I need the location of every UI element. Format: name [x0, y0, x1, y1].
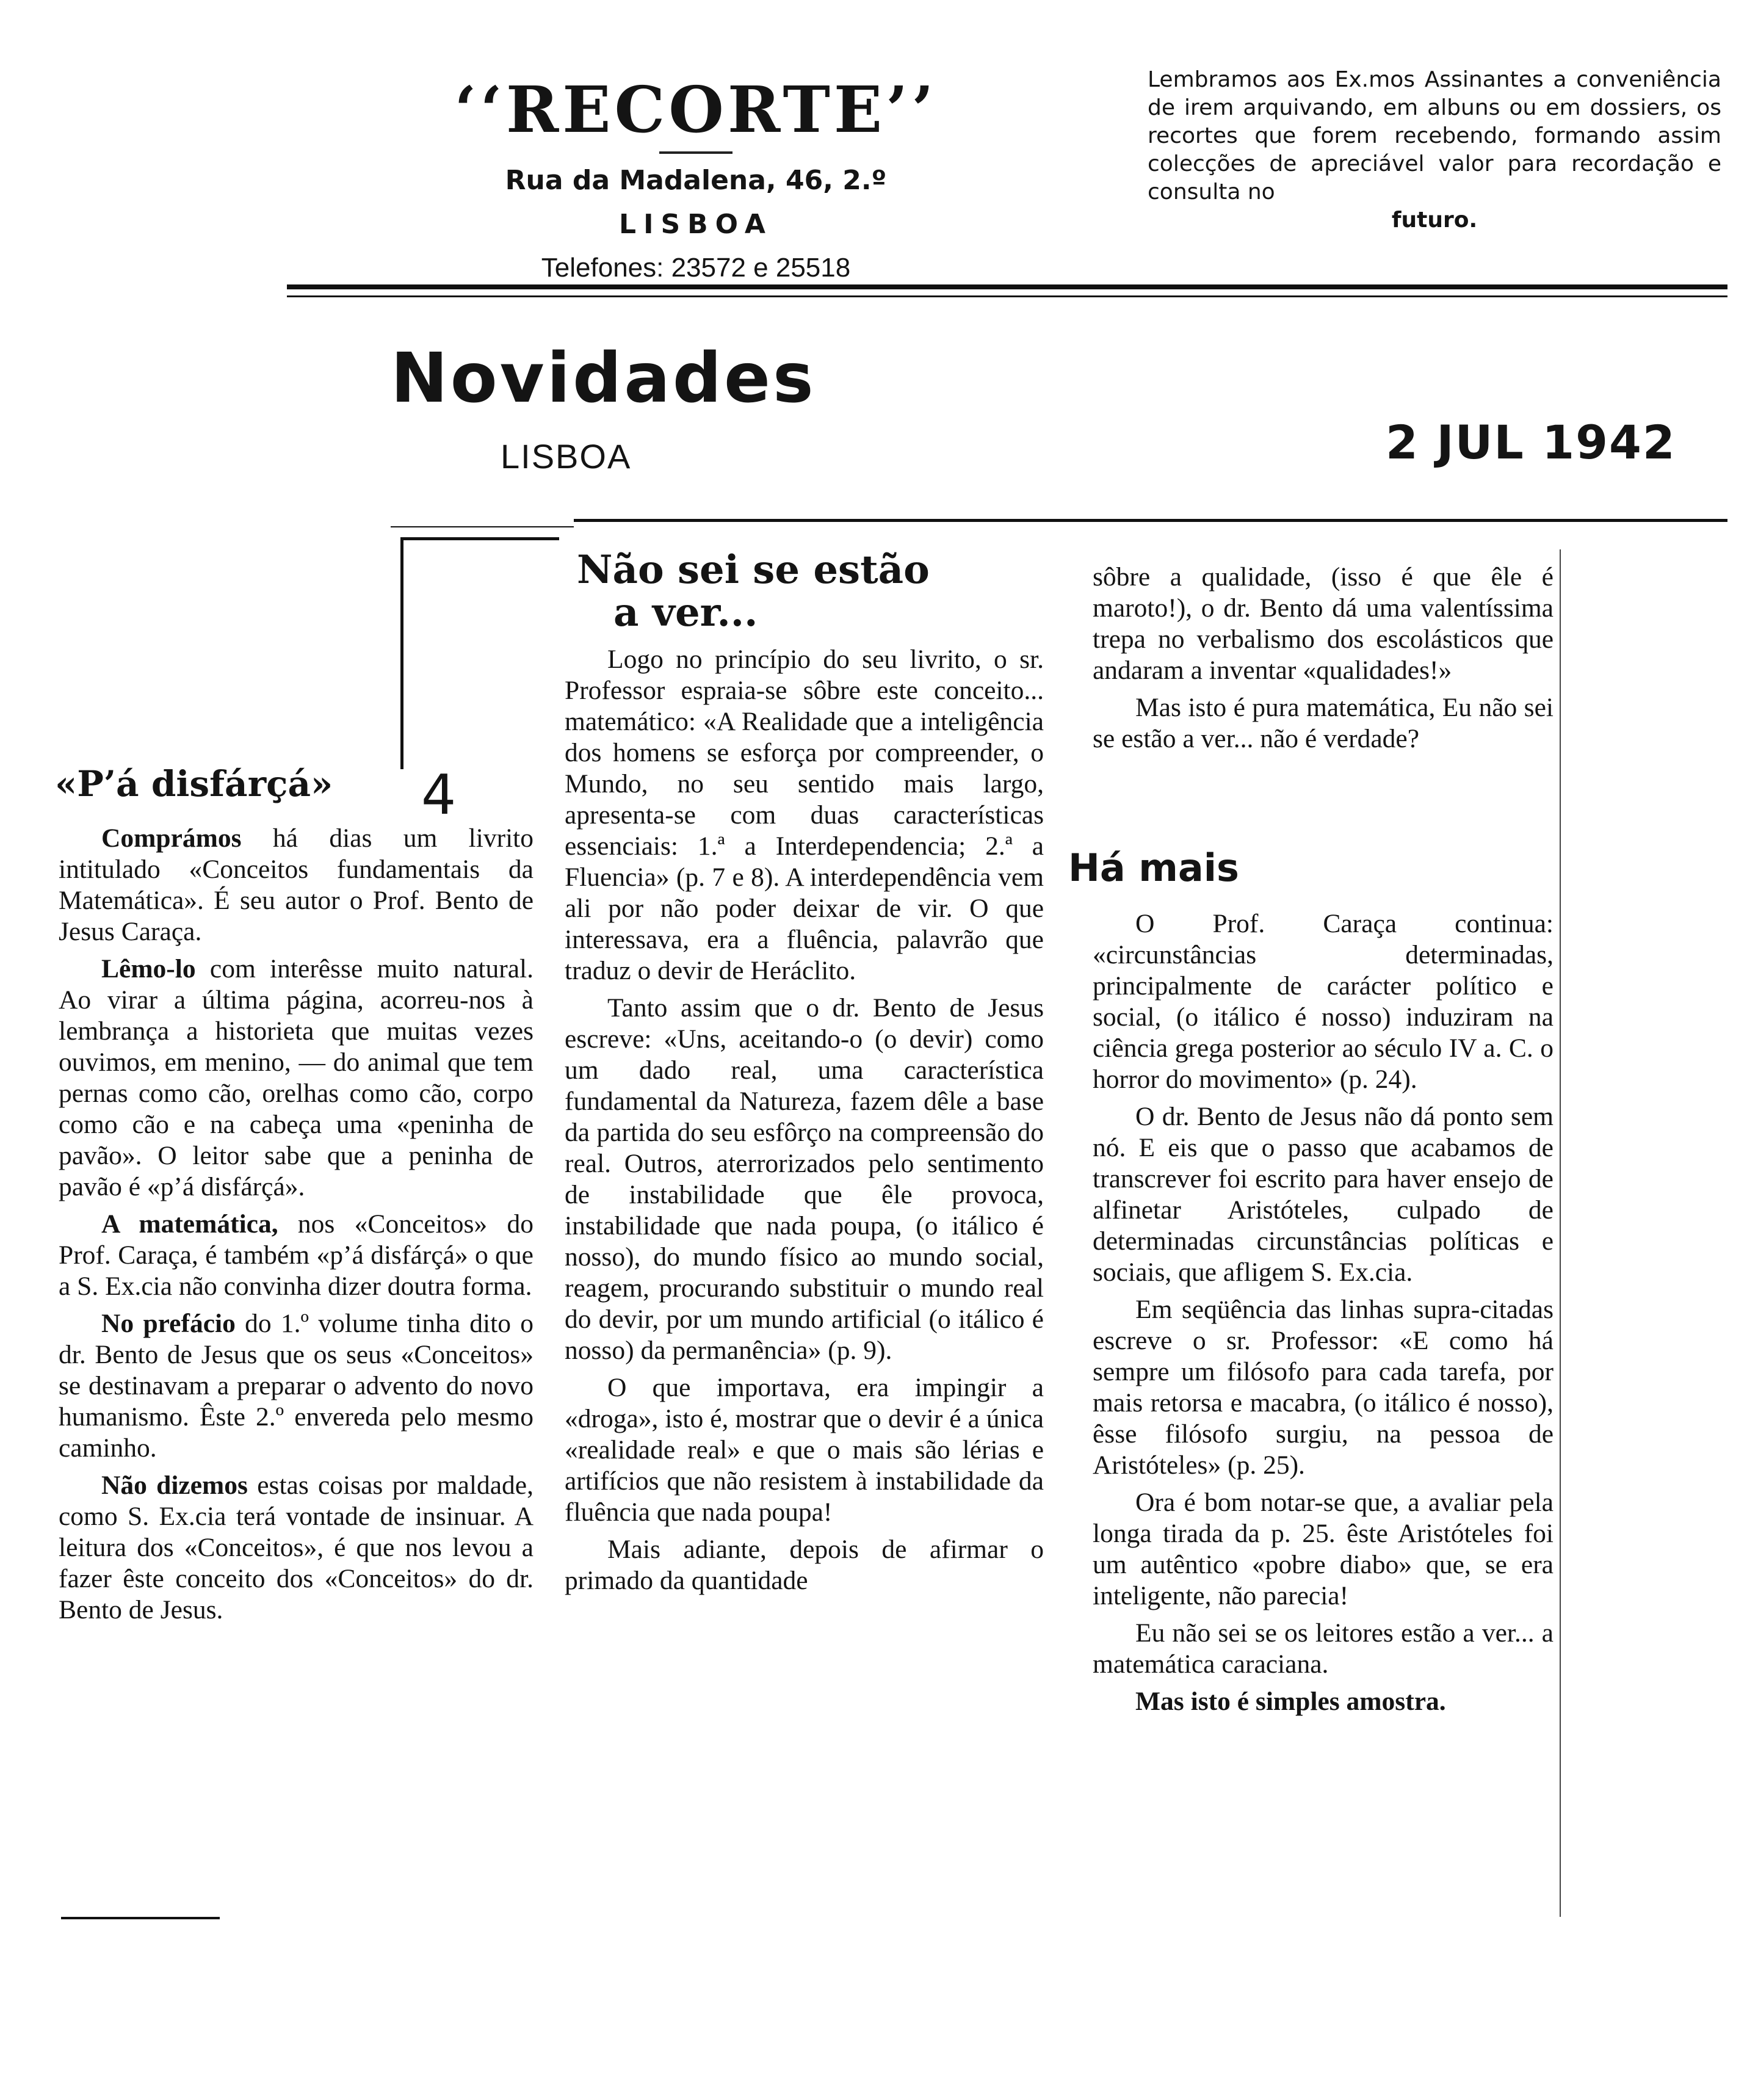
section-rule [574, 519, 1727, 522]
article-heading: «P’á disfárçá» [55, 763, 333, 805]
subheading-line-1: Não sei se estão [577, 547, 930, 593]
paragraph [59, 1209, 534, 1302]
column-edge-rule [1560, 549, 1561, 1917]
publication-city: LISBOA [501, 437, 632, 476]
paragraph: Mais adiante, depois de afirmar o primado da quantidade [565, 1535, 1044, 1595]
paragraph-text: há dias um livrito intitulado «Conceitos fundamentais da Matemática». É seu autor o Prof. Bento de Jesus Caraça. [59, 824, 534, 946]
paragraph: O que importava, era impingir a «droga», isto é, mostrar que o devir é a única «realidade real» e que o mais são lérias e artifícios que não resistem à instabilidade da fluência que nada poupa! [565, 1373, 1044, 1527]
paragraph: Ora é bom notar-se que, a avaliar pela longa tirada da p. 25. êste Aristóteles foi um autêntico «pobre diabo» que, se era inteligente, não parecia! [1093, 1488, 1554, 1610]
paragraph-lead: A matemática, [101, 1209, 278, 1239]
paragraph: O dr. Bento de Jesus não dá ponto sem nó. E eis que o passo que acabamos de transcrever foi escrito para haver ensejo de alfinetar Aristóteles, culpado de determinadas circunstâncias políticas e sociais, que afligem S. Ex.cia. [1093, 1102, 1554, 1287]
paragraph: Logo no princípio do seu livrito, o sr. Professor espraia-se sôbre este conceito... matemático: «A Realidade que a inteligência dos homens se esforça por compreender, o Mundo, no seu sentido mais largo, apresenta-se com duas características essenciais: 1.ª a Interdependencia; 2.ª a Fluencia» (p. 7 e 8). A interdependência vem ali por não poder deixar de vir. O que interessava, era a fluência, palavrão que traduz o devir de Heráclito. [565, 645, 1044, 985]
paragraph-lead: Lêmo-lo [101, 954, 196, 983]
subheading-ha-mais: Há mais [1068, 845, 1239, 890]
paragraph [59, 954, 534, 1203]
paragraph: O Prof. Caraça continua: «circunstâncias determinadas, principalmente de carácter político e social, (o itálico é nosso) induziram na ciência grega posterior ao século IV a. C. o horror do movimento» (p. 24). [1093, 909, 1554, 1094]
header-rule [287, 284, 1727, 289]
paragraph-lead: Comprámos [101, 824, 242, 853]
paragraph-text: com interêsse muito natural. Ao virar a última página, acorreu-nos à lembrança a historieta que muitas vezes ouvimos, em menino, — do animal que tem pernas como cão, orelhas como cão, corpo como cão e na cabeça uma «peninha de pavão». O leitor sabe que a peninha de pavão é «p’á disfárçá». [59, 954, 534, 1201]
paragraph: Mas isto é pura matemática, Eu não sei se estão a ver... não é verdade? [1093, 693, 1554, 753]
closing-line: Mas isto é simples amostra. [1135, 1687, 1446, 1716]
agency-phones: Telefones: 23572 e 25518 [541, 253, 851, 283]
date-stamp: 2 JUL 1942 [1386, 415, 1676, 469]
paragraph-lead: Não dizemos [101, 1471, 248, 1500]
paragraph: sôbre a qualidade, (isso é que êle é maroto!), o dr. Bento dá uma valentíssima trepa no verbalismo dos escolásticos que andaram a inventar «qualidades!» [1093, 562, 1554, 685]
notice-end: futuro. [1391, 208, 1478, 233]
clip-bracket-horizontal [400, 537, 559, 540]
subscriber-notice [1148, 66, 1721, 234]
paragraph-lead: No prefácio [101, 1309, 236, 1338]
title-divider [659, 151, 733, 154]
agency-address: Rua da Madalena, 46, 2.º [505, 165, 887, 196]
clip-bracket-vertical [400, 537, 403, 769]
publication-name: Novidades [391, 339, 816, 418]
article-column-1 [59, 823, 534, 1626]
paragraph: Em seqüência das linhas supra-citadas escreve o sr. Professor: «E como há sempre um filósofo para cada tarefa, por mais retorsa e macabra, (o itálico é nosso), êsse filósofo surgiu, na pessoa de Aristóteles» (p. 25). [1093, 1295, 1554, 1480]
paragraph: Eu não sei se os leitores estão a ver... a matemática caraciana. [1093, 1618, 1554, 1679]
paragraph-text: nos «Conceitos» do Prof. Caraça, é também «p’á disfárçá» o que a S. Ex.cia não convinha dizer doutra forma. [59, 1209, 534, 1301]
section-rule-left [391, 526, 574, 527]
notice-text: Lembramos aos Ex.mos Assinantes a conveniência de irem arquivando, em albuns ou em dossiers, os recortes que forem recebendo, formando assim colecções de apreciável valor para recordação e consulta no [1148, 67, 1721, 205]
paragraph [59, 1470, 534, 1626]
paragraph-text: estas coisas por maldade, como S. Ex.cia terá vontade de insinuar. A leitura dos «Conceitos», é que nos levou a fazer êste conceito dos «Conceitos» do dr. Bento de Jesus. [59, 1471, 534, 1624]
paragraph [59, 1308, 534, 1464]
agency-city: LISBOA [619, 209, 773, 240]
paragraph: Tanto assim que o dr. Bento de Jesus escreve: «Uns, aceitando-o (o devir) como um dado real, uma característica fundamental da Natureza, fazem dêle a base da partida do seu esfôrço na compreensão do real. Outros, aterrorizados pelo sentimento de instabilidade que êle provoca, instabilidade que nada poupa, (o itálico é nosso), do mundo físico ao mundo social, reagem, procurando substituir o mundo real do devir, por um mundo artificial (o itálico é nosso) da permanência» (p. 9). [565, 993, 1044, 1365]
article-column-2 [565, 644, 1044, 1596]
subheading-line-2: a ver... [613, 590, 758, 635]
column-3-continuation [1093, 908, 1554, 1717]
header-rule-thin [287, 295, 1727, 297]
column-end-rule [61, 1917, 220, 1919]
paragraph [59, 823, 534, 947]
agency-title: ‘‘RECORTE’’ [454, 72, 938, 147]
handwritten-mark: 4 [421, 763, 457, 827]
paragraph-text: do 1.º volume tinha dito o dr. Bento de Jesus que os seus «Conceitos» se destinavam a preparar o advento do novo humanismo. Êste 2.º envereda pelo mesmo caminho. [59, 1309, 534, 1463]
